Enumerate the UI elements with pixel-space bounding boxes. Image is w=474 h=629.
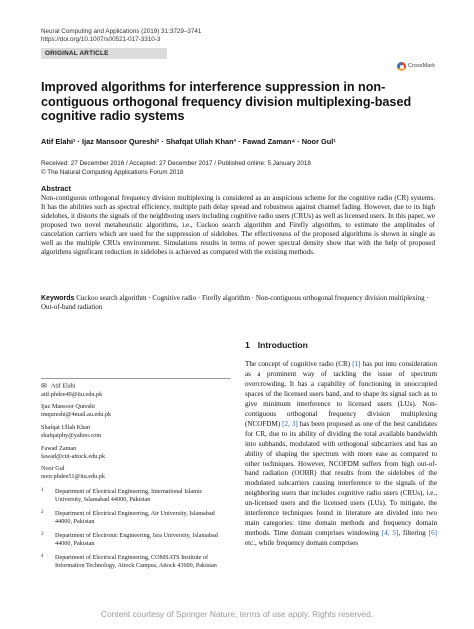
keywords bbox=[41, 294, 435, 312]
author-list: Atif Elahi¹ · Ijaz Mansoor Qureshi² · Shafqat Ullah Khan³ · Fawad Zaman⁴ · Noor Gul¹ bbox=[41, 137, 336, 146]
affiliation-number: 2 bbox=[41, 510, 44, 515]
affiliations bbox=[41, 488, 226, 576]
contact-name: Fawad Zaman bbox=[41, 444, 77, 452]
paper-title: Improved algorithms for interference suppression in non-contiguous orthogonal frequency division multiplexing-based cognitive radio systems bbox=[41, 80, 412, 123]
keywords-label: Keywords bbox=[41, 295, 75, 302]
affiliation-item bbox=[41, 554, 226, 570]
contact-name: Ijaz Mansoor Qureshi bbox=[41, 403, 95, 411]
contact-entry bbox=[41, 465, 226, 481]
citation-link[interactable]: [1] bbox=[352, 360, 361, 368]
contact-name: Shafqat Ullah Khan bbox=[41, 423, 91, 431]
author-contacts bbox=[41, 378, 226, 486]
contact-entry bbox=[41, 403, 226, 419]
keywords-text: Cuckoo search algorithm · Cognitive radio · Firefly algorithm · Non-contiguous orthogonal frequency division multiplexing · Out-of-band radiation bbox=[41, 294, 429, 311]
copyright-line: © The Natural Computing Applications Forum 2018 bbox=[41, 168, 184, 176]
section-heading-introduction bbox=[245, 340, 308, 350]
publication-history bbox=[41, 160, 311, 177]
affiliation-text: Department of Electrical Engineering, COMSATS Institute of Information Technology, Attock Campus, Attock 43600, Pakistan bbox=[55, 554, 217, 569]
intro-text-2: has put into consideration as a prominent way of tackling the issue of spectrum overcrowding. It has a capability of functioning in unoccupied spaces of the licensed users band, and to shape its signal such as to give minimum interference to licensed users (LUs). Non-contiguous orthogonal frequency division multiplexing (NCOFDM) bbox=[245, 360, 437, 428]
envelope-icon: ✉ bbox=[41, 382, 47, 390]
crossmark-button[interactable] bbox=[397, 62, 437, 72]
contact-entry bbox=[41, 424, 226, 440]
intro-text-5: etc., while frequency domain comprises bbox=[245, 539, 359, 548]
crossmark-icon bbox=[397, 62, 406, 71]
journal-citation: Neural Computing and Applications (2019) 31:3729–3741 bbox=[41, 28, 202, 35]
affiliation-number: 1 bbox=[41, 488, 44, 493]
contact-email[interactable]: noor.phdee51@iiu.edu.pk bbox=[41, 473, 105, 481]
contact-entry bbox=[41, 382, 226, 399]
intro-text-3: has been proposed as one of the best candidates for CR, due to its ability of dividing the total available bandwidth into subbands, modulated with orthogonal subcarriers and has an ability of shaping the spectrum with more ease as compared to other techniques. However, NCOFDM suffers from high out-of-band radiation (OOBR) that results from the sidelobes of the modulated subcarriers causing interference to the signals of the neighboring users that includes cognitive radio users (CRUs), i.e., un-licensed users and the licensed users (LUs). To mitigate, the interference techniques found in literature are divided into two main categories: time domain methods and frequency domain methods. Time domain comprises windowing bbox=[245, 419, 438, 538]
affiliation-text: Department of Electrical Engineering, Air University, Islamabad 44000, Pakistan bbox=[55, 510, 215, 525]
introduction-text bbox=[245, 360, 437, 549]
doi-link[interactable]: https://doi.org/10.1007/s00521-017-3310-3 bbox=[41, 36, 161, 43]
affiliation-number: 4 bbox=[41, 554, 44, 559]
section-title: Introduction bbox=[257, 340, 308, 350]
article-type-label: ORIGINAL ARTICLE bbox=[45, 50, 109, 57]
contact-name: Noor Gul bbox=[41, 465, 65, 473]
crossmark-label: CrossMark bbox=[408, 63, 436, 69]
contact-email[interactable]: shafqatphy@yahoo.com bbox=[41, 431, 102, 439]
divider bbox=[41, 378, 231, 379]
intro-text-1: The concept of cognitive radio (CR) bbox=[245, 360, 353, 368]
contact-email[interactable]: imqureshi@4mail.au.edu.pk bbox=[41, 411, 112, 419]
abstract-heading: Abstract bbox=[41, 184, 71, 193]
rights-footer: Content courtesy of Springer Nature, terms of use apply. Rights reserved. bbox=[100, 609, 374, 619]
intro-text-4: , filtering bbox=[398, 529, 429, 538]
section-number: 1 bbox=[245, 340, 250, 350]
affiliation-item bbox=[41, 510, 226, 526]
contact-entry bbox=[41, 445, 226, 461]
affiliation-text: Department of Electrical Engineering, International Islamic University, Islamabad 44000, Pakistan bbox=[55, 488, 203, 503]
citation-link[interactable]: [2, 3] bbox=[282, 419, 298, 428]
abstract-text: Non-contiguous orthogonal frequency division multiplexing is considered as an auspicious scheme for the cognitive radio (CR) systems. It has the abilities such as spectral efficiency, multiple path delay spread and robustness against channel fading. However, due to its high sidelobes, it distorts the signals of the neighboring users including cognitive radio users (CRUs) as well as licensed users. In this paper, we proposed two novel metaheuristic algorithms, i.e., Cuckoo search algorithm and Firefly algorithm, to estimate the amplitudes of cancelation carriers which are used for the suppression of sidelobes. The effectiveness of the proposed algorithms is shown in single as well as the multiple CRUs environment. Simulations results in terms of power spectral density show that with the help of proposed algorithms significant reduction in sidelobes is achieved as compared with the existing methods. bbox=[41, 194, 435, 256]
contact-email[interactable]: atif.phdee40@iiu.edu.pk bbox=[41, 390, 103, 398]
affiliation-item bbox=[41, 532, 226, 548]
affiliation-number: 3 bbox=[41, 532, 44, 537]
citation-link[interactable]: [6] bbox=[428, 529, 437, 538]
history-dates: Received: 27 December 2016 / Accepted: 27 December 2017 / Published online: 5 January 2018 bbox=[41, 160, 311, 167]
contact-name: Atif Elahi bbox=[50, 382, 76, 390]
affiliation-text: Department of Electronic Engineering, Isra University, Islamabad 44000, Pakistan bbox=[55, 532, 218, 547]
citation-link[interactable]: [4, 5] bbox=[381, 529, 399, 538]
contact-email[interactable]: fawad@ciit-attock.edu.pk bbox=[41, 452, 106, 460]
affiliation-item bbox=[41, 488, 226, 504]
